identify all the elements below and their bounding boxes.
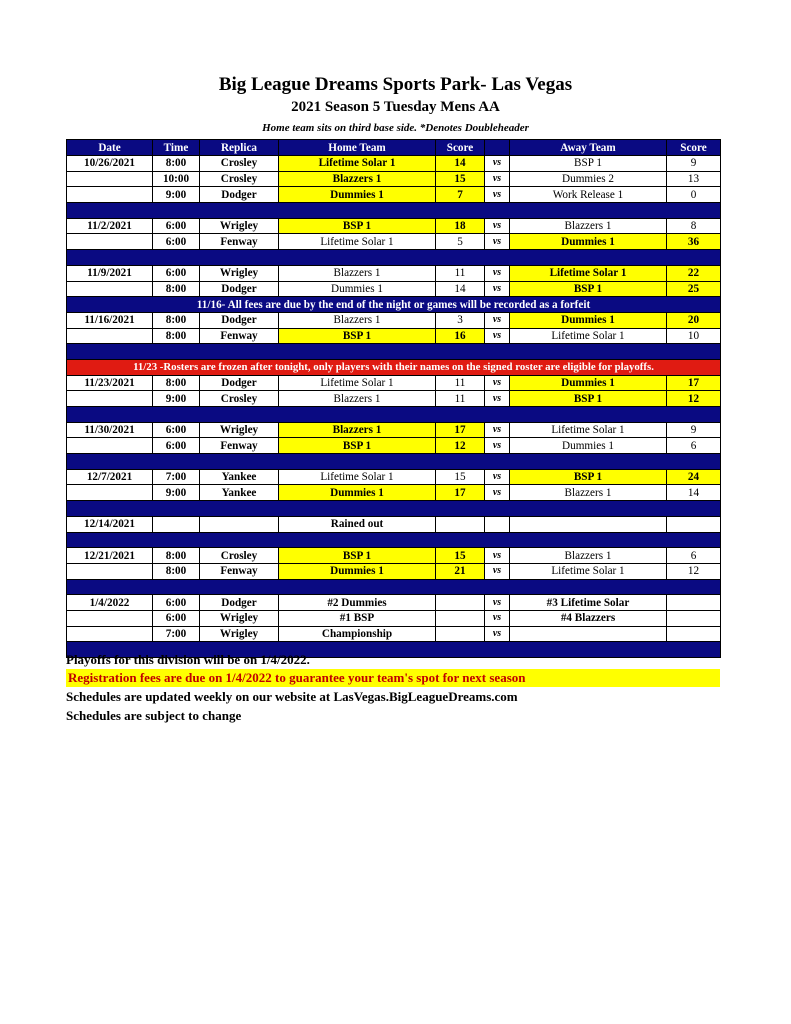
alert-text: 11/23 -Rosters are frozen after tonight, only players with their names on the signed roster are eligible for playoffs. (67, 359, 721, 375)
col-header-vs (485, 140, 510, 156)
game-time: 7:00 (153, 469, 200, 485)
away-team (510, 516, 667, 532)
week-separator-row (67, 579, 721, 595)
game-time: 9:00 (153, 187, 200, 203)
vs-label: vs (485, 234, 510, 250)
home-team: Dummies 1 (279, 281, 436, 297)
game-date: 11/30/2021 (67, 422, 153, 438)
header-row (67, 140, 721, 156)
home-team: Dummies 1 (279, 563, 436, 579)
week-separator-row (67, 501, 721, 517)
vs-label: vs (485, 265, 510, 281)
vs-label: vs (485, 610, 510, 626)
playoffs-note: Playoffs for this division will be on 1/4/2022. (66, 652, 310, 667)
home-score: 16 (436, 328, 485, 344)
game-time: 8:00 (153, 156, 200, 172)
field-replica: Dodger (200, 281, 279, 297)
field-replica: Wrigley (200, 422, 279, 438)
home-score: 11 (436, 265, 485, 281)
game-row (67, 438, 721, 454)
field-replica: Crosley (200, 171, 279, 187)
game-time: 6:00 (153, 234, 200, 250)
game-date: 1/4/2022 (67, 595, 153, 611)
away-team: Dummies 1 (510, 234, 667, 250)
away-score: 17 (667, 375, 721, 391)
vs-label: vs (485, 485, 510, 501)
week-separator-row (67, 454, 721, 470)
away-score: 0 (667, 187, 721, 203)
away-team: Lifetime Solar 1 (510, 563, 667, 579)
away-score: 13 (667, 171, 721, 187)
home-team: Dummies 1 (279, 187, 436, 203)
game-date (67, 187, 153, 203)
home-score (436, 610, 485, 626)
home-score (436, 595, 485, 611)
away-score: 36 (667, 234, 721, 250)
field-replica: Fenway (200, 328, 279, 344)
field-replica: Dodger (200, 312, 279, 328)
registration-note: Registration fees are due on 1/4/2022 to guarantee your team's spot for next season (66, 669, 720, 687)
away-team: Dummies 1 (510, 438, 667, 454)
separator-cell (67, 501, 721, 517)
game-date (67, 438, 153, 454)
away-team: Lifetime Solar 1 (510, 328, 667, 344)
away-score: 22 (667, 265, 721, 281)
week-separator-row (67, 407, 721, 423)
vs-label: vs (485, 422, 510, 438)
away-score: 14 (667, 485, 721, 501)
field-replica: Yankee (200, 469, 279, 485)
game-row (67, 626, 721, 642)
week-separator-row (67, 344, 721, 360)
home-team: Championship (279, 626, 436, 642)
vs-label: vs (485, 626, 510, 642)
col-header-date: Date (67, 140, 153, 156)
vs-label: vs (485, 375, 510, 391)
away-team: BSP 1 (510, 469, 667, 485)
home-score: 14 (436, 281, 485, 297)
field-replica: Yankee (200, 485, 279, 501)
home-score: 15 (436, 171, 485, 187)
field-replica: Dodger (200, 375, 279, 391)
home-team: #1 BSP (279, 610, 436, 626)
game-date (67, 171, 153, 187)
away-score: 24 (667, 469, 721, 485)
game-row (67, 328, 721, 344)
away-score (667, 516, 721, 532)
game-date (67, 328, 153, 344)
vs-label: vs (485, 328, 510, 344)
game-row (67, 563, 721, 579)
home-team: Blazzers 1 (279, 265, 436, 281)
change-note: Schedules are subject to change (66, 708, 242, 723)
away-team: Dummies 1 (510, 375, 667, 391)
notice-text: 11/16- All fees are due by the end of the night or games will be recorded as a forfeit (67, 297, 721, 313)
col-header-away-team: Away Team (510, 140, 667, 156)
vs-label: vs (485, 218, 510, 234)
game-row (67, 469, 721, 485)
game-row (67, 391, 721, 407)
game-row (67, 265, 721, 281)
game-row (67, 218, 721, 234)
home-team: Lifetime Solar 1 (279, 375, 436, 391)
home-score: 12 (436, 438, 485, 454)
home-score: 15 (436, 469, 485, 485)
game-row (67, 171, 721, 187)
away-score: 9 (667, 422, 721, 438)
vs-label: vs (485, 563, 510, 579)
home-score (436, 626, 485, 642)
game-time: 9:00 (153, 485, 200, 501)
game-time: 8:00 (153, 281, 200, 297)
home-team: Dummies 1 (279, 485, 436, 501)
game-time: 6:00 (153, 595, 200, 611)
away-team: Lifetime Solar 1 (510, 265, 667, 281)
away-score (667, 626, 721, 642)
home-score: 17 (436, 485, 485, 501)
col-header-away-score: Score (667, 140, 721, 156)
home-score: 7 (436, 187, 485, 203)
game-time: 7:00 (153, 626, 200, 642)
vs-label: vs (485, 438, 510, 454)
game-time: 10:00 (153, 171, 200, 187)
field-replica: Fenway (200, 234, 279, 250)
away-team: Blazzers 1 (510, 218, 667, 234)
week-separator-row (67, 250, 721, 266)
vs-label: vs (485, 312, 510, 328)
away-score: 20 (667, 312, 721, 328)
game-date: 12/21/2021 (67, 548, 153, 564)
separator-cell (67, 344, 721, 360)
game-date (67, 234, 153, 250)
game-row (67, 485, 721, 501)
away-score: 12 (667, 563, 721, 579)
away-score: 12 (667, 391, 721, 407)
vs-label: vs (485, 595, 510, 611)
game-date: 10/26/2021 (67, 156, 153, 172)
game-row (67, 312, 721, 328)
game-row (67, 234, 721, 250)
field-replica: Wrigley (200, 610, 279, 626)
game-time: 8:00 (153, 548, 200, 564)
game-date (67, 610, 153, 626)
game-row (67, 610, 721, 626)
game-date: 11/9/2021 (67, 265, 153, 281)
away-score (667, 610, 721, 626)
home-team: Lifetime Solar 1 (279, 469, 436, 485)
game-time (153, 516, 200, 532)
field-replica: Crosley (200, 156, 279, 172)
home-score: 15 (436, 548, 485, 564)
home-score: 14 (436, 156, 485, 172)
field-replica: Dodger (200, 595, 279, 611)
game-date: 11/2/2021 (67, 218, 153, 234)
home-score: 11 (436, 391, 485, 407)
game-date (67, 391, 153, 407)
col-header-home-team: Home Team (279, 140, 436, 156)
away-score: 9 (667, 156, 721, 172)
game-time: 6:00 (153, 610, 200, 626)
week-separator-row (67, 532, 721, 548)
game-time: 8:00 (153, 375, 200, 391)
col-header-replica: Replica (200, 140, 279, 156)
game-date: 12/7/2021 (67, 469, 153, 485)
separator-cell (67, 250, 721, 266)
home-team: Blazzers 1 (279, 171, 436, 187)
game-date: 11/16/2021 (67, 312, 153, 328)
away-team: BSP 1 (510, 391, 667, 407)
website-note: Schedules are updated weekly on our website at LasVegas.BigLeagueDreams.com (66, 689, 518, 704)
home-team: Lifetime Solar 1 (279, 234, 436, 250)
col-header-time: Time (153, 140, 200, 156)
page-title: Big League Dreams Sports Park- Las Vegas (218, 74, 573, 95)
vs-label: vs (485, 171, 510, 187)
game-time: 8:00 (153, 328, 200, 344)
game-date: 11/23/2021 (67, 375, 153, 391)
away-team: Lifetime Solar 1 (510, 422, 667, 438)
home-team: BSP 1 (279, 438, 436, 454)
home-score: 3 (436, 312, 485, 328)
field-replica: Crosley (200, 548, 279, 564)
game-time: 6:00 (153, 422, 200, 438)
field-replica: Wrigley (200, 218, 279, 234)
fees-notice-row (67, 297, 721, 313)
home-score: 21 (436, 563, 485, 579)
field-replica (200, 516, 279, 532)
home-team: BSP 1 (279, 218, 436, 234)
away-team: Dummies 2 (510, 171, 667, 187)
vs-label: vs (485, 281, 510, 297)
field-replica: Wrigley (200, 626, 279, 642)
game-time: 8:00 (153, 312, 200, 328)
vs-label: vs (485, 469, 510, 485)
vs-label: vs (485, 548, 510, 564)
separator-cell (67, 203, 721, 219)
away-team: Blazzers 1 (510, 485, 667, 501)
away-team: BSP 1 (510, 281, 667, 297)
away-score: 6 (667, 548, 721, 564)
away-score: 25 (667, 281, 721, 297)
game-date (67, 485, 153, 501)
game-time: 6:00 (153, 218, 200, 234)
schedule-table (66, 139, 721, 658)
game-row (67, 595, 721, 611)
home-score: 5 (436, 234, 485, 250)
home-team: Blazzers 1 (279, 422, 436, 438)
game-time: 6:00 (153, 265, 200, 281)
schedule-note: Home team sits on third base side. *Denotes Doubleheader (262, 122, 529, 134)
home-team: BSP 1 (279, 328, 436, 344)
away-team (510, 626, 667, 642)
separator-cell (67, 579, 721, 595)
game-row (67, 281, 721, 297)
vs-label: vs (485, 156, 510, 172)
away-team: #4 Blazzers (510, 610, 667, 626)
away-score (667, 595, 721, 611)
col-header-home-score: Score (436, 140, 485, 156)
game-date (67, 626, 153, 642)
separator-cell (67, 454, 721, 470)
vs-label: vs (485, 391, 510, 407)
away-score: 8 (667, 218, 721, 234)
home-team: Lifetime Solar 1 (279, 156, 436, 172)
separator-cell (67, 532, 721, 548)
week-separator-row (67, 203, 721, 219)
home-team: Blazzers 1 (279, 312, 436, 328)
home-team: Rained out (279, 516, 436, 532)
game-date (67, 281, 153, 297)
vs-label: vs (485, 187, 510, 203)
season-subtitle: 2021 Season 5 Tuesday Mens AA (291, 99, 500, 115)
home-team: BSP 1 (279, 548, 436, 564)
home-team: Blazzers 1 (279, 391, 436, 407)
field-replica: Fenway (200, 438, 279, 454)
away-team: Blazzers 1 (510, 548, 667, 564)
field-replica: Fenway (200, 563, 279, 579)
vs-label (485, 516, 510, 532)
game-row (67, 422, 721, 438)
home-score: 17 (436, 422, 485, 438)
field-replica: Wrigley (200, 265, 279, 281)
away-team: Dummies 1 (510, 312, 667, 328)
away-team: Work Release 1 (510, 187, 667, 203)
game-time: 9:00 (153, 391, 200, 407)
game-row (67, 187, 721, 203)
roster-alert-row (67, 359, 721, 375)
game-row (67, 548, 721, 564)
game-row (67, 156, 721, 172)
separator-cell (67, 407, 721, 423)
home-team: #2 Dummies (279, 595, 436, 611)
schedule-body (67, 156, 721, 658)
home-score (436, 516, 485, 532)
away-score: 10 (667, 328, 721, 344)
field-replica: Dodger (200, 187, 279, 203)
home-score: 11 (436, 375, 485, 391)
game-row (67, 375, 721, 391)
away-team: BSP 1 (510, 156, 667, 172)
game-row (67, 516, 721, 532)
game-date (67, 563, 153, 579)
home-score: 18 (436, 218, 485, 234)
game-date: 12/14/2021 (67, 516, 153, 532)
away-score: 6 (667, 438, 721, 454)
game-time: 6:00 (153, 438, 200, 454)
field-replica: Crosley (200, 391, 279, 407)
away-team: #3 Lifetime Solar (510, 595, 667, 611)
game-time: 8:00 (153, 563, 200, 579)
